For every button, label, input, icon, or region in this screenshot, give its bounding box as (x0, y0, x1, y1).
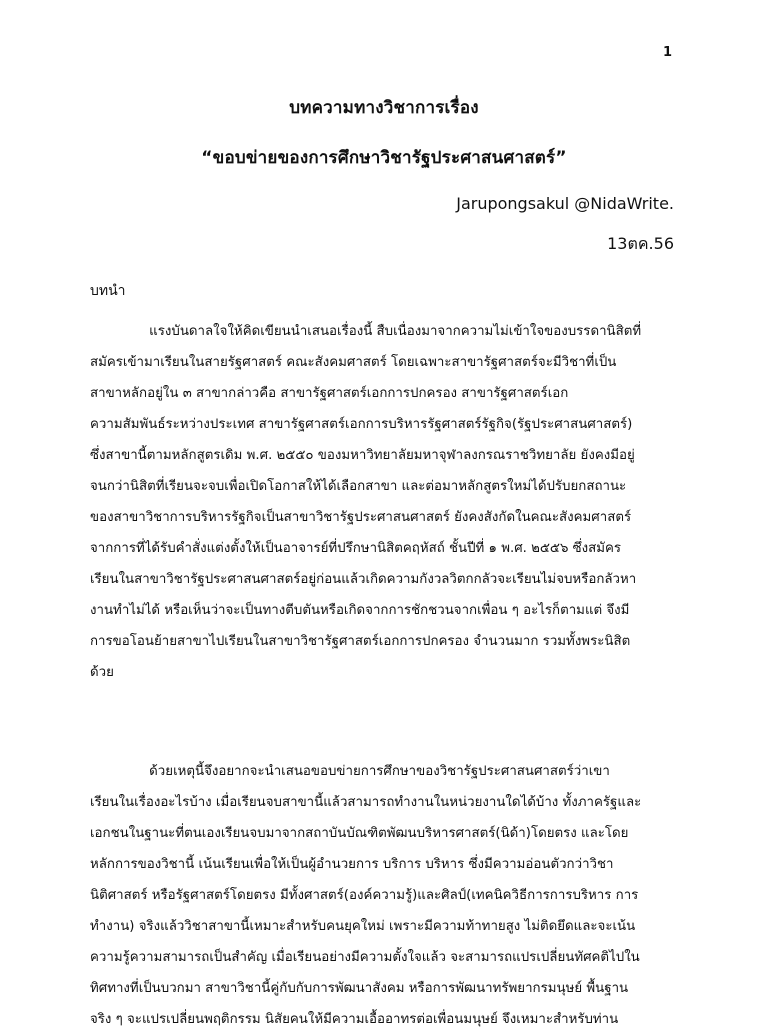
date-line: 13ตค.56 (607, 234, 674, 253)
paragraph-line: ด้วยเหตุนี้จึงอยากจะนำเสนอขอบข่ายการศึกษาของวิชารัฐประศาสนศาสตร์ว่าเขา (90, 764, 610, 779)
paragraph-line: การขอโอนย้ายสาขาไปเรียนในสาขาวิชารัฐศาสตร์เอกการปกครอง จำนวนมาก รวมทั้งพระนิสิต (90, 634, 631, 649)
article-title: “ขอบข่ายของการศึกษาวิชารัฐประศาสนศาสตร์” (201, 148, 567, 168)
article-heading: บทความทางวิชาการเรื่อง (289, 98, 479, 118)
section-heading-introduction: บทนำ (90, 283, 126, 299)
paragraph-line: จากการที่ได้รับคำสั่งแต่งตั้งให้เป็นอาจารย์ที่ปรึกษานิสิตคฤหัสถ์ ชั้นปีที่ ๑ พ.ศ. ๒๕๕๖ ซึ่งสมัคร (90, 541, 622, 556)
paragraph-line: ความรู้ความสามารถเป็นสำคัญ เมื่อเรียนอย่างมีความตั้งใจแล้ว จะสามารถแปรเปลี่ยนทัศคติไปใน (90, 950, 640, 965)
author-line: Jarupongsakul @NidaWrite. (456, 194, 674, 213)
paragraph-line: แรงบันดาลใจให้คิดเขียนนำเสนอเรื่องนี้ สืบเนื่องมาจากความไม่เข้าใจของบรรดานิสิตที่ (90, 324, 642, 339)
paragraph-line: สาขาหลักอยู่ใน ๓ สาขากล่าวคือ สาขารัฐศาสตร์เอกการปกครอง สาขารัฐศาสตร์เอก (90, 386, 569, 401)
page-number: 1 (662, 45, 672, 60)
paragraph-line: สมัครเข้ามาเรียนในสายรัฐศาสตร์ คณะสังคมศาสตร์ โดยเฉพาะสาขารัฐศาสตร์จะมีวิชาที่เป็น (90, 355, 617, 370)
paragraph-line: ซึ่งสาขานี้ตามหลักสูตรเดิม พ.ศ. ๒๕๕๐ ของมหาวิทยาลัยมหาจุฬาลงกรณราชวิทยาลัย ยังคงมีอยู่ (90, 448, 635, 463)
paragraph-line: เรียนในสาขาวิชารัฐประศาสนศาสตร์อยู่ก่อนแล้วเกิดความกังวลวิตกกลัวจะเรียนไม่จบหรือกลัวหา (90, 572, 637, 587)
paragraph-line: ความสัมพันธ์ระหว่างประเทศ สาขารัฐศาสตร์เอกการบริหารรัฐศาสตร์รัฐกิจ(รัฐประศาสนศาสตร์) (90, 417, 633, 432)
paragraph-line: นิติศาสตร์ หรือรัฐศาสตร์โดยตรง มีทั้งศาสตร์(องค์ความรู้)และศิลป์(เทคนิควิธีการการบริหาร การ (90, 888, 639, 903)
paragraph-line: เอกชนในฐานะที่ตนเองเรียนจบมาจากสถาบันบัณฑิตพัฒนบริหารศาสตร์(นิด้า)โดยตรง และโดย (90, 826, 629, 841)
paragraph-1 (90, 316, 674, 688)
paragraph-line: ด้วย (90, 665, 114, 680)
paragraph-line: ทิศทางที่เป็นบวกมา สาขาวิชานี้คู่กับกับการพัฒนาสังคม หรือการพัฒนาทรัพยากรมนุษย์ พื้นฐาน (90, 981, 629, 996)
paragraph-line: หลักการของวิชานี้ เน้นเรียนเพื่อให้เป็นผู้อำนวยการ บริการ บริหาร ซึ่งมีความอ่อนตัวกว่าวิชา (90, 857, 614, 872)
paragraph-line: ของสาขาวิชาการบริหารรัฐกิจเป็นสาขาวิชารัฐประศาสนศาสตร์ ยังคงสังกัดในคณะสังคมศาสตร์ (90, 510, 632, 525)
paragraph-line: จนกว่านิสิตที่เรียนจะจบเพื่อเปิดโอกาสให้ได้เลือกสาขา และต่อมาหลักสูตรใหม่ได้ปรับยกสถานะ (90, 479, 627, 494)
paragraph-line: ทำงาน) จริงแล้ววิชาสาขานี้เหมาะสำหรับคนยุคใหม่ เพราะมีความท้าทายสูง ไม่ติดยึดและจะเน้น (90, 919, 636, 934)
paragraph-2 (90, 756, 674, 1035)
paragraph-line: งานทำไม่ได้ หรือเห็นว่าจะเป็นทางตีบตันหรือเกิดจากการชักชวนจากเพื่อน ๆ อะไรก็ตามแต่ จึงมี (90, 603, 630, 618)
paragraph-line: จริง ๆ จะแปรเปลี่ยนพฤติกรรม นิสัยคนให้มีความเอื้ออาทรต่อเพื่อนมนุษย์ จึงเหมาะสำหรับท่าน (90, 1012, 619, 1027)
paragraph-line: เรียนในเรื่องอะไรบ้าง เมื่อเรียนจบสาขานี้แล้วสามารถทำงานในหน่วยงานใดได้บ้าง ทั้งภาครัฐและ (90, 795, 642, 810)
